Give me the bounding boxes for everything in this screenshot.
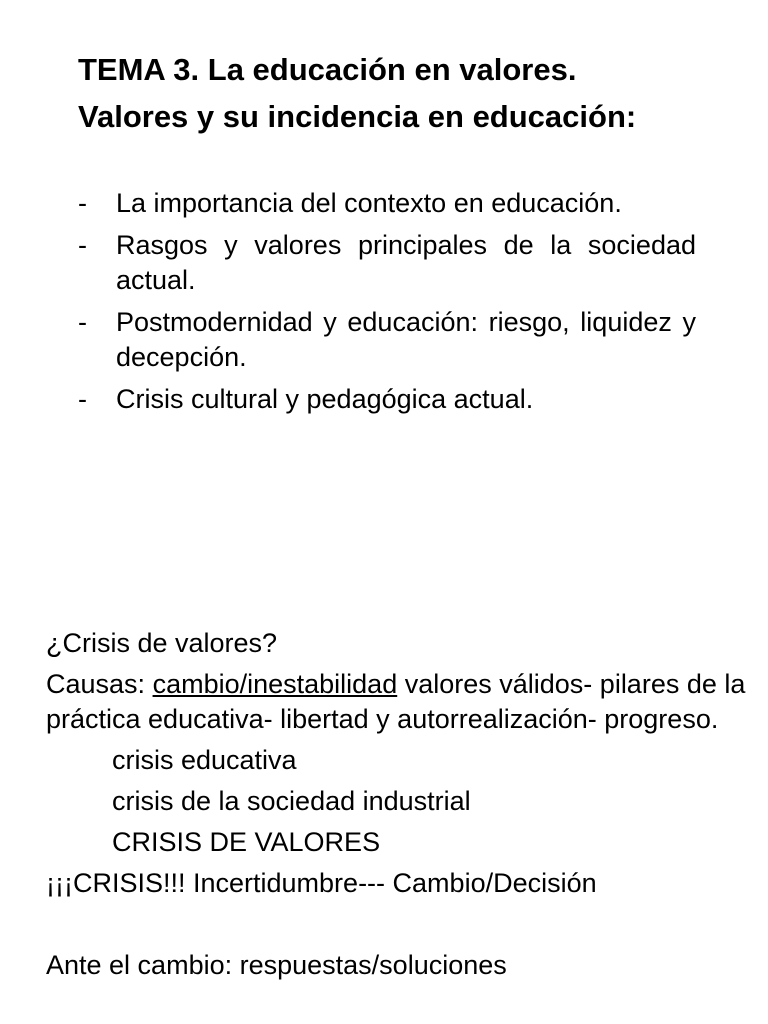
body-section — [46, 626, 746, 983]
indented-line-crisis-sociedad: crisis de la sociedad industrial — [112, 786, 471, 816]
topic-list — [78, 186, 696, 424]
list-dash: - — [78, 230, 87, 260]
list-dash: - — [78, 307, 87, 337]
crisis-exclamation-line: ¡¡¡CRISIS!!! Incertidumbre--- Cambio/Decisión — [46, 868, 597, 898]
response-line: Ante el cambio: respuestas/soluciones — [46, 950, 507, 980]
causes-rest: valores válidos- pilares de la práctica educativa- libertad y autorrealización- progreso. — [46, 669, 746, 734]
indented-line-crisis-educativa: crisis educativa — [112, 745, 297, 775]
indented-line-crisis-valores: CRISIS DE VALORES — [112, 827, 381, 857]
blank-line — [46, 901, 746, 948]
crisis-question: ¿Crisis de valores? — [46, 628, 278, 658]
list-item — [78, 305, 696, 375]
list-item-text: Rasgos y valores principales de la sociedad actual. — [116, 230, 696, 295]
list-dash: - — [78, 384, 87, 414]
causes-underlined-term: cambio/inestabilidad — [152, 669, 398, 699]
list-item-text: Postmodernidad y educación: riesgo, liquidez y decepción. — [116, 307, 696, 372]
causes-paragraph — [46, 667, 746, 737]
list-item-text: La importancia del contexto en educación. — [116, 188, 622, 218]
title-line-2: Valores y su incidencia en educación: — [78, 99, 637, 134]
list-item — [78, 228, 696, 298]
list-item — [78, 186, 696, 221]
list-item — [78, 382, 696, 417]
list-item-text: Crisis cultural y pedagógica actual. — [116, 384, 534, 414]
title-line-1: TEMA 3. La educación en valores. — [78, 52, 577, 87]
list-dash: - — [78, 188, 87, 218]
causes-label: Causas: — [46, 669, 153, 699]
page-title — [78, 46, 636, 140]
